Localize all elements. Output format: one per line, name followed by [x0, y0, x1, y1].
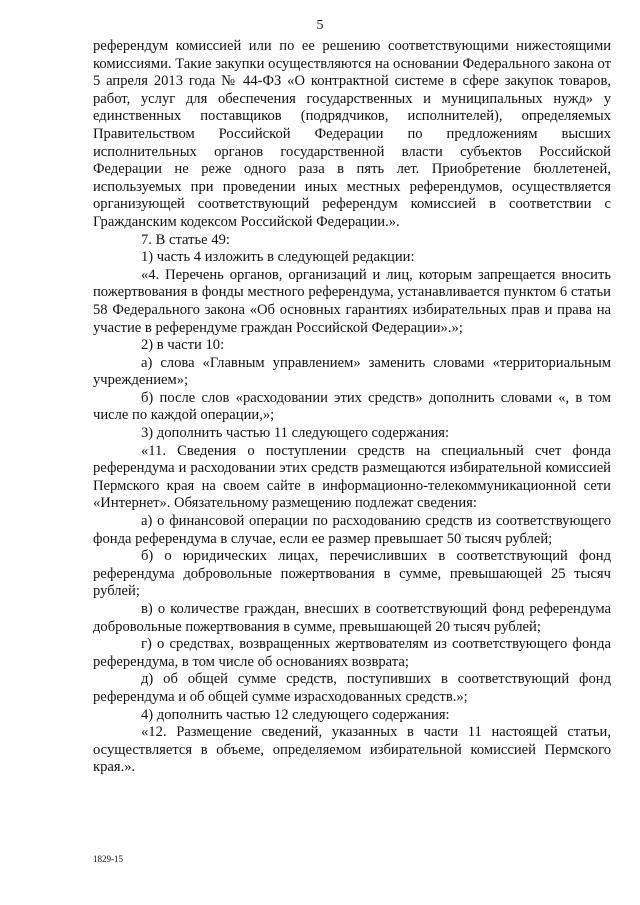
document-body	[93, 38, 611, 777]
paragraph: 2) в части 10:	[141, 337, 225, 354]
page-number: 5	[316, 18, 324, 33]
paragraph: 7. В статье 49:	[141, 231, 230, 248]
paragraph: д) об общей сумме средств, поступивших в соответствующий фонд референдума и об общей сумме израсходованных средств.»;	[93, 671, 611, 705]
paragraph: в) о количестве граждан, внесших в соответствующий фонд референдума добровольные пожертвования в сумме, превышающей 20 тысяч рублей;	[93, 601, 611, 635]
document-code: 1829-15	[93, 854, 123, 864]
paragraph: референдум комиссией или по ее решению соответствующими нижестоящими комиссиями. Такие закупки осуществляются на основании Федерального закона от 5 апреля 2013 года № 44-ФЗ «О контрактной системе в сфере закупок товаров, работ, услуг для обеспечения государственных и муниципальных нужд» у единственных поставщиков (подрядчиков, исполнителей), определяемых Правительством Российской Федерации по предложениям высших исполнительных органов государственной власти субъектов Российской Федерации не реже одного раза в пять лет. Приобретение бюллетеней, используемых при проведении иных местных референдумов, осуществляется организующей соответствующий референдум комиссией в соответствии с Гражданским кодексом Российской Федерации.».	[93, 38, 612, 230]
paragraph: 3) дополнить частью 11 следующего содержания:	[141, 425, 450, 442]
paragraph: б) после слов «расходовании этих средств» дополнить словами «, в том числе по каждой операции,»;	[93, 389, 611, 424]
paragraph: «12. Размещение сведений, указанных в части 11 настоящей статьи, осуществляется в объеме, определяемом избирательной комиссией Пермского края.».	[93, 724, 611, 776]
paragraph: «4. Перечень органов, организаций и лиц, которым запрещается вносить пожертвования в фонды местного референдума, устанавливается пунктом 6 статьи 58 Федерального закона «Об основных гарантиях избирательных прав и права на участие в референдуме граждан Российской Федерации».»;	[93, 266, 611, 336]
paragraph: б) о юридических лицах, перечисливших в соответствующий фонд референдума добровольные пожертвования в сумме, превышающей 25 тысяч рублей;	[93, 548, 611, 600]
paragraph: «11. Сведения о поступлении средств на специальный счет фонда референдума и расходовании этих средств размещаются избирательной комиссией Пермского края на своем сайте в информационно-телекоммуникационной сети «Интернет». Обязательному размещению подлежат сведения:	[93, 442, 611, 512]
paragraph: а) о финансовой операции по расходованию средств из соответствующего фонда референдума в случае, если ее размер превышает 50 тысяч рублей;	[93, 513, 611, 547]
paragraph: 4) дополнить частью 12 следующего содержания:	[141, 706, 450, 723]
paragraph: а) слова «Главным управлением» заменить словами «территориальным учреждением»;	[93, 354, 611, 389]
paragraph: 1) часть 4 изложить в следующей редакции:	[141, 249, 415, 266]
paragraph: г) о средствах, возвращенных жертвователям из соответствующего фонда референдума, в том числе об основаниях возврата;	[93, 636, 611, 670]
